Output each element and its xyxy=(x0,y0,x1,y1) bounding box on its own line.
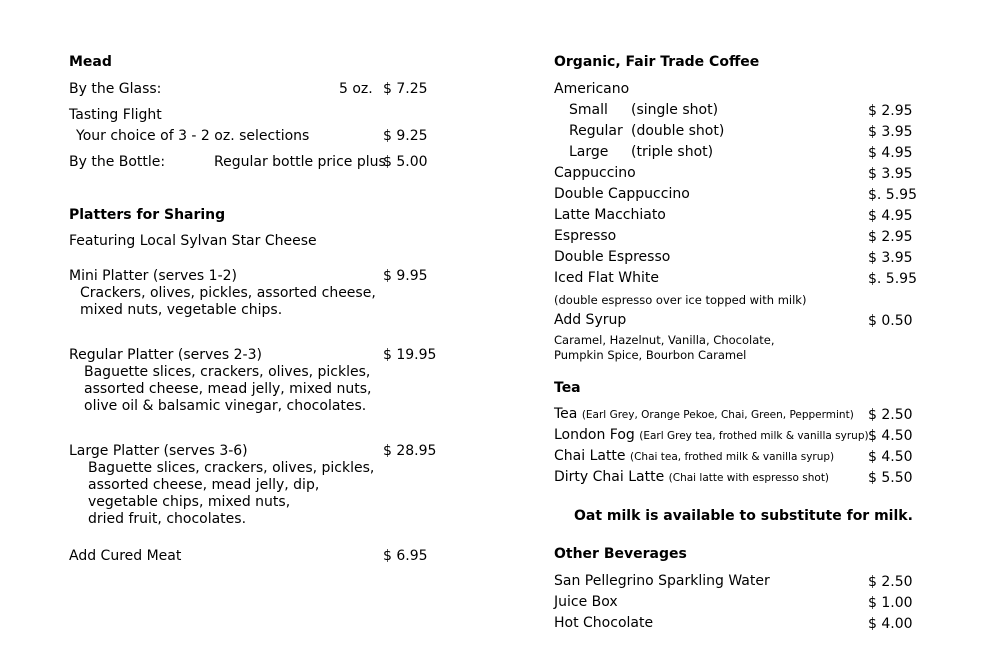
tea-heading: Tea xyxy=(554,380,581,396)
syrup-name: Add Syrup xyxy=(554,312,627,328)
mini-platter-desc: Crackers, olives, pickles, assorted cheese, xyxy=(80,285,376,301)
glass-label: By the Glass: xyxy=(69,81,162,97)
bottle-desc: Regular bottle price plus xyxy=(214,154,386,170)
other-item-name: San Pellegrino Sparkling Water xyxy=(554,573,770,589)
coffee-item-price: $. 5.95 xyxy=(868,271,917,287)
other-item-name: Hot Chocolate xyxy=(554,615,654,631)
size-name: Regular xyxy=(569,123,623,139)
mini-platter-price: $ 9.95 xyxy=(383,268,428,284)
mini-platter-desc: mixed nuts, vegetable chips. xyxy=(80,302,283,318)
cured-meat-name: Add Cured Meat xyxy=(69,548,182,564)
oat-milk-note: Oat milk is available to substitute for milk. xyxy=(574,508,913,524)
large-platter-desc: Baguette slices, crackers, olives, pickles, xyxy=(88,460,375,476)
coffee-item-name: Double Cappuccino xyxy=(554,186,690,202)
syrup-price: $ 0.50 xyxy=(868,313,913,329)
size-price: $ 4.95 xyxy=(868,145,913,161)
coffee-heading: Organic, Fair Trade Coffee xyxy=(554,54,760,70)
tea-item-note: (Chai latte with espresso shot) xyxy=(668,472,830,484)
coffee-item-name: Espresso xyxy=(554,228,617,244)
size-desc: (triple shot) xyxy=(631,144,714,160)
platters-heading: Platters for Sharing xyxy=(69,207,226,223)
coffee-item-name: Double Espresso xyxy=(554,249,671,265)
other-item-price: $ 1.00 xyxy=(868,595,913,611)
cured-meat-price: $ 6.95 xyxy=(383,548,428,564)
flat-white-note: (double espresso over ice topped with milk) xyxy=(554,293,807,307)
regular-platter-desc: olive oil & balsamic vinegar, chocolates. xyxy=(84,398,367,414)
coffee-item-name: Cappuccino xyxy=(554,165,636,181)
platters-subheading: Featuring Local Sylvan Star Cheese xyxy=(69,233,317,249)
large-platter-name: Large Platter (serves 3-6) xyxy=(69,443,248,459)
tea-item-name: Dirty Chai Latte xyxy=(554,469,665,485)
regular-platter-name: Regular Platter (serves 2-3) xyxy=(69,347,262,363)
large-platter-desc: assorted cheese, mead jelly, dip, xyxy=(88,477,320,493)
flight-price: $ 9.25 xyxy=(383,128,428,144)
bottle-label: By the Bottle: xyxy=(69,154,166,170)
bottle-price: $ 5.00 xyxy=(383,154,428,170)
coffee-item-price: $ 2.95 xyxy=(868,229,913,245)
tea-item-price: $ 5.50 xyxy=(868,470,913,486)
large-platter-desc: dried fruit, chocolates. xyxy=(88,511,247,527)
americano-label: Americano xyxy=(554,81,630,97)
glass-size: 5 oz. xyxy=(339,81,373,97)
regular-platter-desc: Baguette slices, crackers, olives, pickles, xyxy=(84,364,371,380)
tea-item xyxy=(554,469,829,486)
size-name: Large xyxy=(569,144,609,160)
regular-platter-price: $ 19.95 xyxy=(383,347,437,363)
tea-item-price: $ 4.50 xyxy=(868,428,913,444)
coffee-item-price: $ 3.95 xyxy=(868,250,913,266)
coffee-item-name: Latte Macchiato xyxy=(554,207,666,223)
tea-item-name: Tea xyxy=(554,406,578,422)
tea-item xyxy=(554,448,834,465)
coffee-item-price: $ 3.95 xyxy=(868,166,913,182)
syrup-flavours: Pumpkin Spice, Bourbon Caramel xyxy=(554,348,747,362)
large-platter-desc: vegetable chips, mixed nuts, xyxy=(88,494,291,510)
tea-item-note: (Earl Grey tea, frothed milk & vanilla syrup) xyxy=(639,430,869,442)
other-item-price: $ 2.50 xyxy=(868,574,913,590)
tea-item-price: $ 4.50 xyxy=(868,449,913,465)
coffee-item-price: $ 4.95 xyxy=(868,208,913,224)
other-item-name: Juice Box xyxy=(554,594,618,610)
tea-item xyxy=(554,406,854,423)
tea-item-price: $ 2.50 xyxy=(868,407,913,423)
size-desc: (double shot) xyxy=(631,123,725,139)
regular-platter-desc: assorted cheese, mead jelly, mixed nuts, xyxy=(84,381,372,397)
tea-item-note: (Earl Grey, Orange Pekoe, Chai, Green, Peppermint) xyxy=(581,409,854,421)
syrup-flavours: Caramel, Hazelnut, Vanilla, Chocolate, xyxy=(554,333,775,347)
coffee-item-price: $. 5.95 xyxy=(868,187,917,203)
tea-item-name: Chai Latte xyxy=(554,448,626,464)
size-name: Small xyxy=(569,102,608,118)
flight-desc: Your choice of 3 - 2 oz. selections xyxy=(76,128,310,144)
size-price: $ 2.95 xyxy=(868,103,913,119)
mini-platter-name: Mini Platter (serves 1-2) xyxy=(69,268,237,284)
other-heading: Other Beverages xyxy=(554,546,687,562)
tea-item xyxy=(554,427,869,444)
coffee-item-name: Iced Flat White xyxy=(554,270,659,286)
flight-label: Tasting Flight xyxy=(69,107,162,123)
other-item-price: $ 4.00 xyxy=(868,616,913,632)
glass-price: $ 7.25 xyxy=(383,81,428,97)
size-price: $ 3.95 xyxy=(868,124,913,140)
tea-item-note: (Chai tea, frothed milk & vanilla syrup) xyxy=(630,451,835,463)
tea-item-name: London Fog xyxy=(554,427,635,443)
size-desc: (single shot) xyxy=(631,102,719,118)
large-platter-price: $ 28.95 xyxy=(383,443,437,459)
mead-heading: Mead xyxy=(69,54,112,70)
